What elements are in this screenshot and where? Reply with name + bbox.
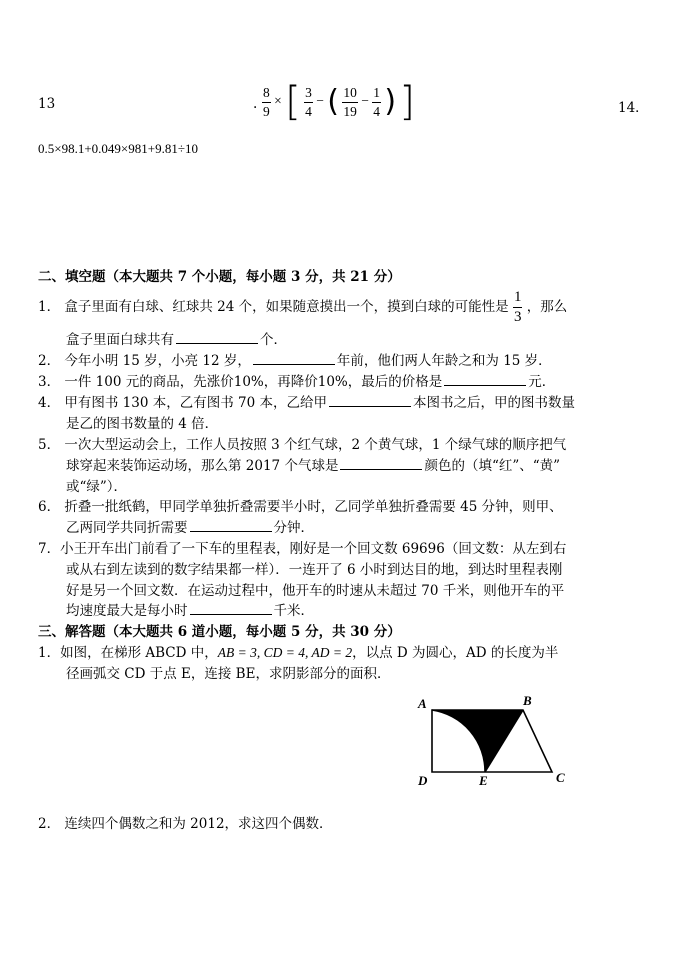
frac-denominator: 4 [305, 103, 312, 119]
label-d: D [418, 773, 428, 788]
fill-q5-line3: 或“绿”）． [66, 479, 128, 495]
solve-p1-text-after: ，以点 D 为圆心，AD 的长度为半 [352, 645, 559, 661]
q13-frac-b [304, 86, 313, 118]
fill-q6-text: 乙两同学共同折需要 [66, 520, 188, 536]
fill-q7-line1: 7．小王开车出门前看了一下车的里程表，刚好是一个回文数 69696（回文数：从左到右 [38, 541, 567, 557]
q14-expression: 0.5×98.1+0.049×981+9.81÷10 [38, 141, 198, 156]
frac-denominator: 19 [343, 103, 357, 119]
q13-frac-c [342, 86, 358, 118]
fill-q5-suffix: 颜色的（填“红”、“黄” [424, 458, 561, 474]
left-paren: ( [327, 84, 339, 119]
q13-frac-a [262, 86, 271, 118]
q13-frac-d [372, 86, 381, 118]
fill-q4-text: 4． 甲有图书 130 本，乙有图书 70 本，乙给甲 [38, 395, 327, 411]
right-bracket: ] [399, 79, 416, 125]
frac-numerator: 8 [262, 86, 271, 103]
solve-p1-text: 1．如图，在梯形 ABCD 中， [38, 645, 218, 661]
fill-q4-line2: 是乙的图书数量的 4 倍． [66, 416, 219, 432]
fill-q2-text: 2． 今年小明 15 岁，小亮 12 岁， [38, 353, 251, 369]
answer-blank[interactable] [176, 342, 258, 344]
fill-q1-line1 [38, 290, 567, 325]
solve-p2: 2． 连续四个偶数之和为 2012，求这四个偶数． [38, 816, 333, 832]
fill-q6-line2 [66, 516, 314, 536]
section-heading-solve: 三、解答题（本大题共 6 道小题，每小题 5 分，共 30 分） [38, 624, 401, 640]
fill-q1-text-after: ，那么 [526, 299, 568, 315]
q13-dot: . [253, 96, 258, 112]
fill-q5-line2 [66, 454, 560, 474]
fill-q1-line2 [66, 328, 287, 348]
label-b: B [523, 693, 532, 708]
answer-blank[interactable] [190, 530, 272, 532]
trapezoid-figure [410, 690, 600, 795]
frac-denominator: 4 [373, 103, 380, 119]
frac-denominator: 9 [263, 103, 270, 119]
answer-blank[interactable] [329, 405, 411, 407]
fill-q3-text: 3． 一件 100 元的商品，先涨价10%，再降价10%，最后的价格是 [38, 374, 443, 390]
q14-number: 14． [618, 100, 649, 116]
fill-q6-suffix: 分钟． [273, 520, 314, 536]
frac-numerator: 1 [513, 290, 523, 308]
label-c: C [556, 770, 565, 785]
section-heading-fill-in: 二、填空题（本大题共 7 个小题，每小题 3 分，共 21 分） [38, 269, 401, 285]
fill-q4-line1 [38, 391, 575, 411]
minus-sign: − [316, 93, 324, 109]
q13-expression [262, 79, 416, 125]
fill-q5-text: 球穿起来装饰运动场，那么第 2017 个气球是 [66, 458, 339, 474]
fill-q6-line1: 6． 折叠一批纸鹤，甲同学单独折叠需要半小时，乙同学单独折叠需要 45 分钟，则甲、 [38, 499, 563, 515]
q13-number: 13 [38, 96, 56, 112]
solve-p1-line1 [38, 641, 558, 661]
frac-numerator: 3 [304, 86, 313, 103]
fill-q2 [38, 349, 552, 369]
answer-blank[interactable] [190, 613, 272, 615]
label-e: E [479, 773, 488, 788]
left-bracket: [ [285, 79, 301, 125]
fill-q3-suffix: 元． [528, 374, 556, 390]
minus-sign: − [361, 93, 369, 109]
answer-blank[interactable] [444, 384, 526, 386]
frac-numerator: 10 [342, 86, 358, 103]
solve-p1-line2: 径画弧交 CD 于点 E，连接 BE，求阴影部分的面积． [66, 666, 391, 682]
fill-q7-line4 [66, 599, 314, 619]
fill-q4-suffix: 本图书之后，甲的图书数量 [413, 395, 575, 411]
frac-denominator: 3 [513, 309, 522, 325]
times-sign: × [274, 93, 282, 109]
fill-q3 [38, 370, 555, 390]
fill-q1-line2-suffix: 个． [260, 332, 287, 348]
solve-p1-math: AB = 3, CD = 4, AD = 2 [217, 645, 353, 660]
fill-q1-line2-text: 盒子里面白球共有 [66, 332, 174, 348]
frac-numerator: 1 [372, 86, 381, 103]
right-paren: ) [384, 84, 397, 119]
fill-q5-line1: 5． 一次大型运动会上，工作人员按照 3 个红气球，2 个黄气球，1 个绿气球的顺序把气 [38, 437, 567, 453]
fill-q7-line3: 好是另一个回文数．在运动过程中，他开车的时速从未超过 70 千米，则他开车的平 [66, 583, 565, 599]
answer-blank[interactable] [253, 363, 335, 365]
fill-q1-fraction [513, 290, 523, 325]
fill-q7-text: 均速度最大是每小时 [66, 603, 188, 619]
fill-q7-line2: 或从右到左读到的数字结果都一样）．一连开了 6 小时到达目的地，到达时里程表刚 [66, 562, 563, 578]
label-a: A [418, 696, 427, 711]
fill-q1-text: 1． 盒子里面有白球、红球共 24 个，如果随意摸出一个，摸到白球的可能性是 [38, 299, 509, 315]
answer-blank[interactable] [340, 468, 422, 470]
fill-q2-suffix: 年前，他们两人年龄之和为 15 岁． [336, 353, 552, 369]
fill-q7-suffix: 千米． [273, 603, 314, 619]
